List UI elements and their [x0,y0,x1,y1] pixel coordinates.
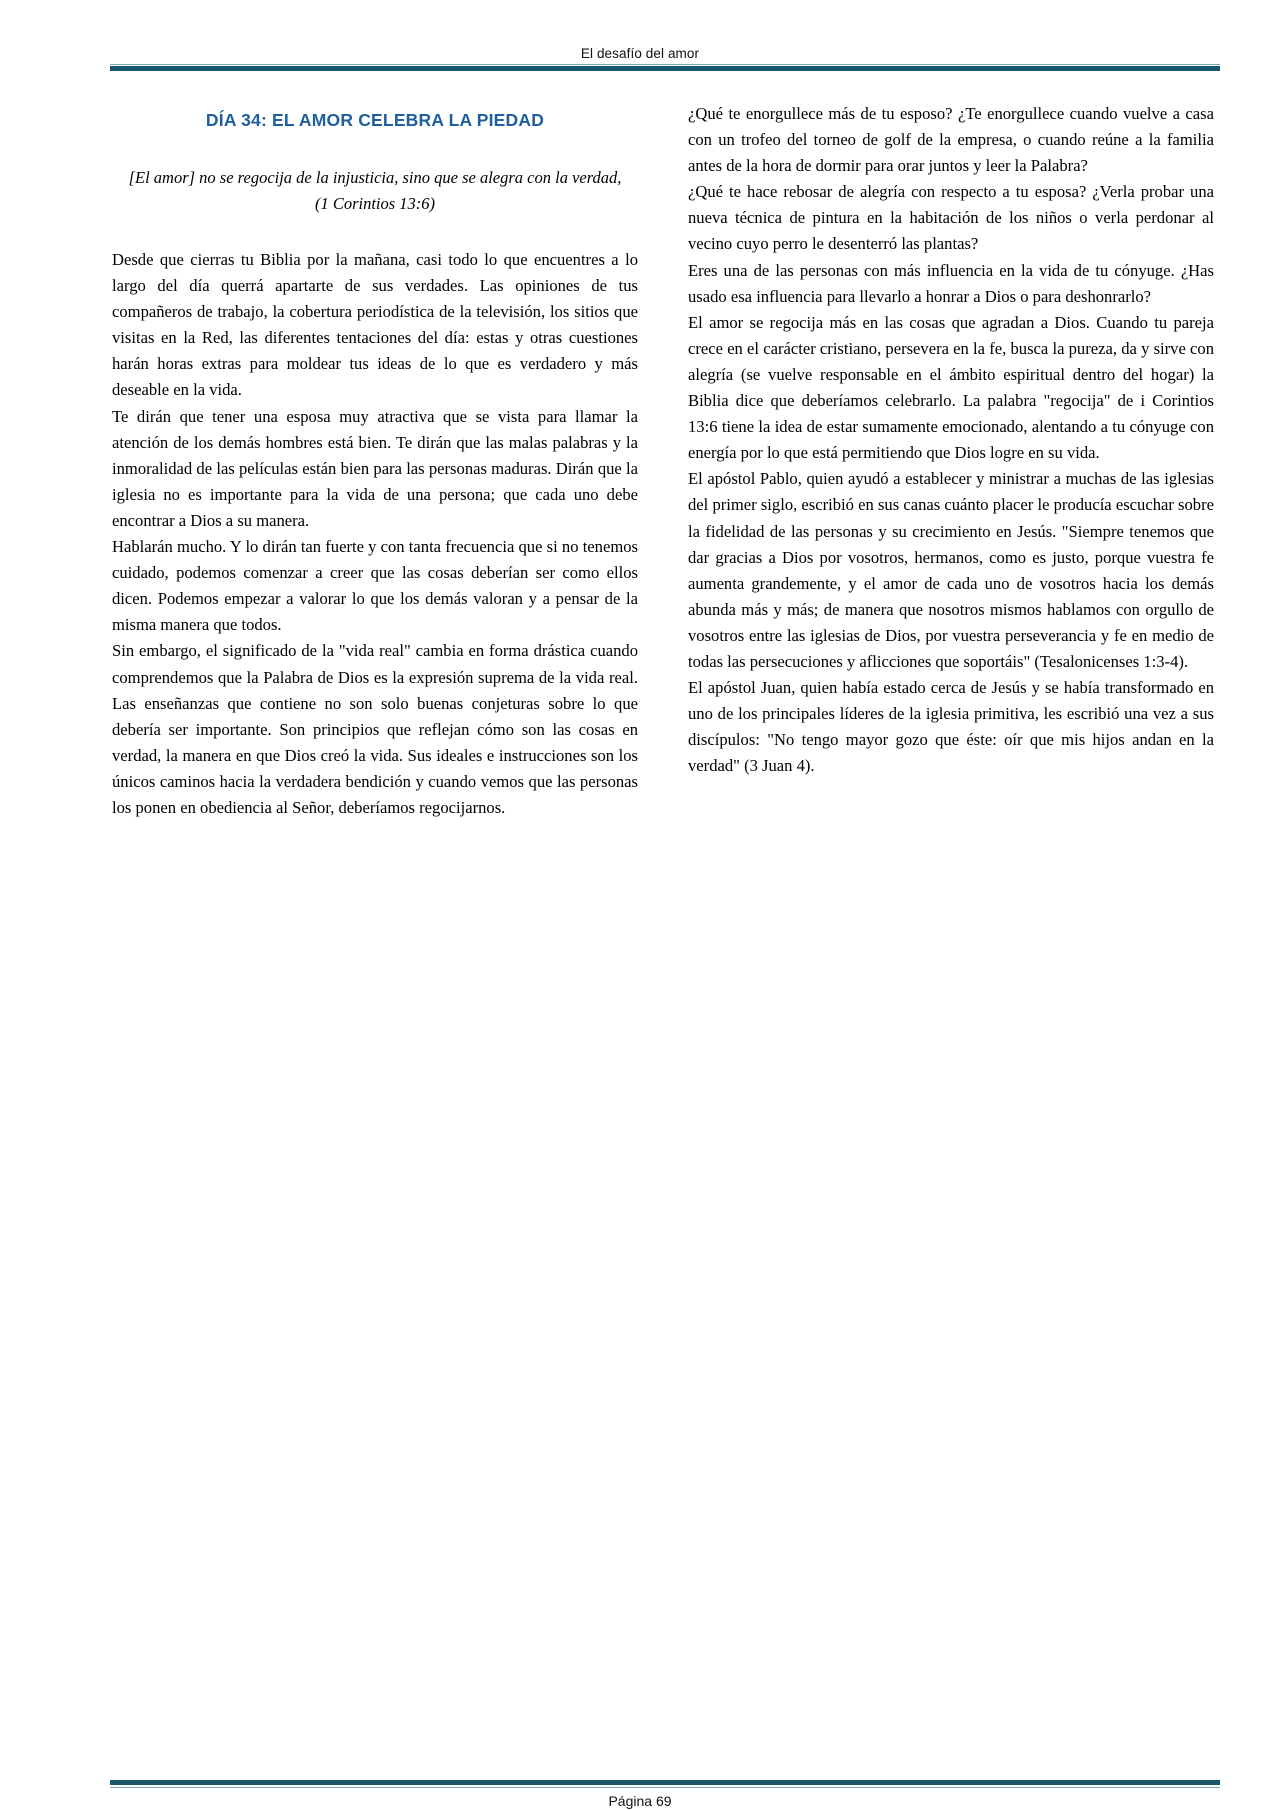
right-column [688,100,1214,880]
header-divider-rule [110,64,1220,72]
right-column-text [688,101,1214,779]
footer-divider-rule [110,1780,1220,1788]
paragraph: Te dirán que tener una esposa muy atractiva que se vista para llamar la atención de los demás hombres está bien. Te dirán que las malas palabras y la inmoralidad de las películas están bien para las personas maduras. Dirán que la iglesia no es importante para la vida de una persona; que cada uno debe encontrar a Dios a su manera. [112,406,638,530]
paragraph: Eres una de las personas con más influencia en la vida de tu cónyuge. ¿Has usado esa influencia para llevarlo a honrar a Dios o para deshonrarlo? [688,260,1214,306]
left-column-text [112,247,638,821]
header-rule-thick-line [110,66,1220,71]
paragraph: El amor se regocija más en las cosas que agradan a Dios. Cuando tu pareja crece en el carácter cristiano, persevera en la fe, busca la pureza, da y sirve con alegría (se vuelve responsable en el ámbito espiritual dentro del hogar) la Biblia dice que deberíamos celebrarlo. La palabra "regocija" de i Corintios 13:6 tiene la idea de estar sumamente emocionado, alentando a tu cónyuge con energía por lo que está permitiendo que Dios logre en su vida. [688,312,1214,463]
left-column [112,100,638,880]
running-header-title: El desafío del amor [580,46,700,61]
running-footer [0,890,1280,1809]
page-title: DÍA 34: EL AMOR CELEBRA LA PIEDAD [205,110,545,130]
running-header [0,0,1280,76]
paragraph: Desde que cierras tu Biblia por la mañana, casi todo lo que encuentres a lo largo del día querrá apartarte de sus verdades. Las opiniones de tus compañeros de trabajo, la cobertura periodística de la televisión, los sitios que visitas en la Red, las diferentes tentaciones del día: estas y otras cuestiones harán horas extras para moldear tus ideas de lo que es verdadero y más deseable en la vida. [112,250,638,400]
paragraph: ¿Qué te hace rebosar de alegría con respecto a tu esposa? ¿Verla probar una nueva técnica de pintura en la habitación de los niños o verla perdonar al vecino cuyo perro le desenterró las plantas? [688,182,1214,254]
paragraph: El apóstol Juan, quien había estado cerca de Jesús y se había transformado en uno de los principales líderes de la iglesia primitiva, les escribió una vez a sus discípulos: "No tengo mayor gozo que éste: oír que mis hijos andan en la verdad" (3 Juan 4). [688,678,1214,776]
paragraph: ¿Qué te enorgullece más de tu esposo? ¿Te enorgullece cuando vuelve a casa con un trofeo del torneo de golf de la empresa, o cuando reúne a la familia antes de la hora de dormir para orar juntos y leer la Palabra? [688,104,1214,176]
footer-rule-thin-line [110,1787,1220,1788]
scripture-epigraph: [El amor] no se regocija de la injusticia, sino que se alegra con la verdad, (1 Corintios 13:6) [128,168,622,213]
header-rule-thin-line [110,64,1220,65]
footer-rule-thick-line [110,1780,1220,1785]
page-number-label: Página 69 [608,1793,672,1809]
paragraph: El apóstol Pablo, quien ayudó a establecer y ministrar a muchas de las iglesias del primer siglo, escribió en sus canas cuánto placer le producía escuchar sobre la fidelidad de las personas y su crecimiento en Jesús. "Siempre tenemos que dar gracias a Dios por vosotros, hermanos, como es justo, porque vuestra fe aumenta grandemente, y el amor de cada uno de vosotros hacia los demás abunda más y más; de manera que nosotros mismos hablamos con orgullo de vosotros entre las iglesias de Dios, por vuestra perseverancia y fe en medio de todas las persecuciones y aflicciones que soportáis" (Tesalonicenses 1:3-4). [688,469,1214,671]
two-column-body [112,100,1220,880]
paragraph: Hablarán mucho. Y lo dirán tan fuerte y con tanta frecuencia que si no tenemos cuidado, podemos comenzar a creer que las cosas deberían ser como ellos dicen. Podemos empezar a valorar lo que los demás valoran y a pensar de la misma manera que todos. [112,537,638,635]
paragraph: Sin embargo, el significado de la "vida real" cambia en forma drástica cuando comprendemos que la Palabra de Dios es la expresión suprema de la vida real. Las enseñanzas que contiene no son solo buenas conjeturas sobre lo que debería ser importante. Son principios que reflejan cómo son las cosas en verdad, la manera en que Dios creó la vida. Sus ideales e instrucciones son los únicos caminos hacia la verdadera bendición y cuando vemos que las personas los ponen en obediencia al Señor, deberíamos regocijarnos. [112,641,638,817]
